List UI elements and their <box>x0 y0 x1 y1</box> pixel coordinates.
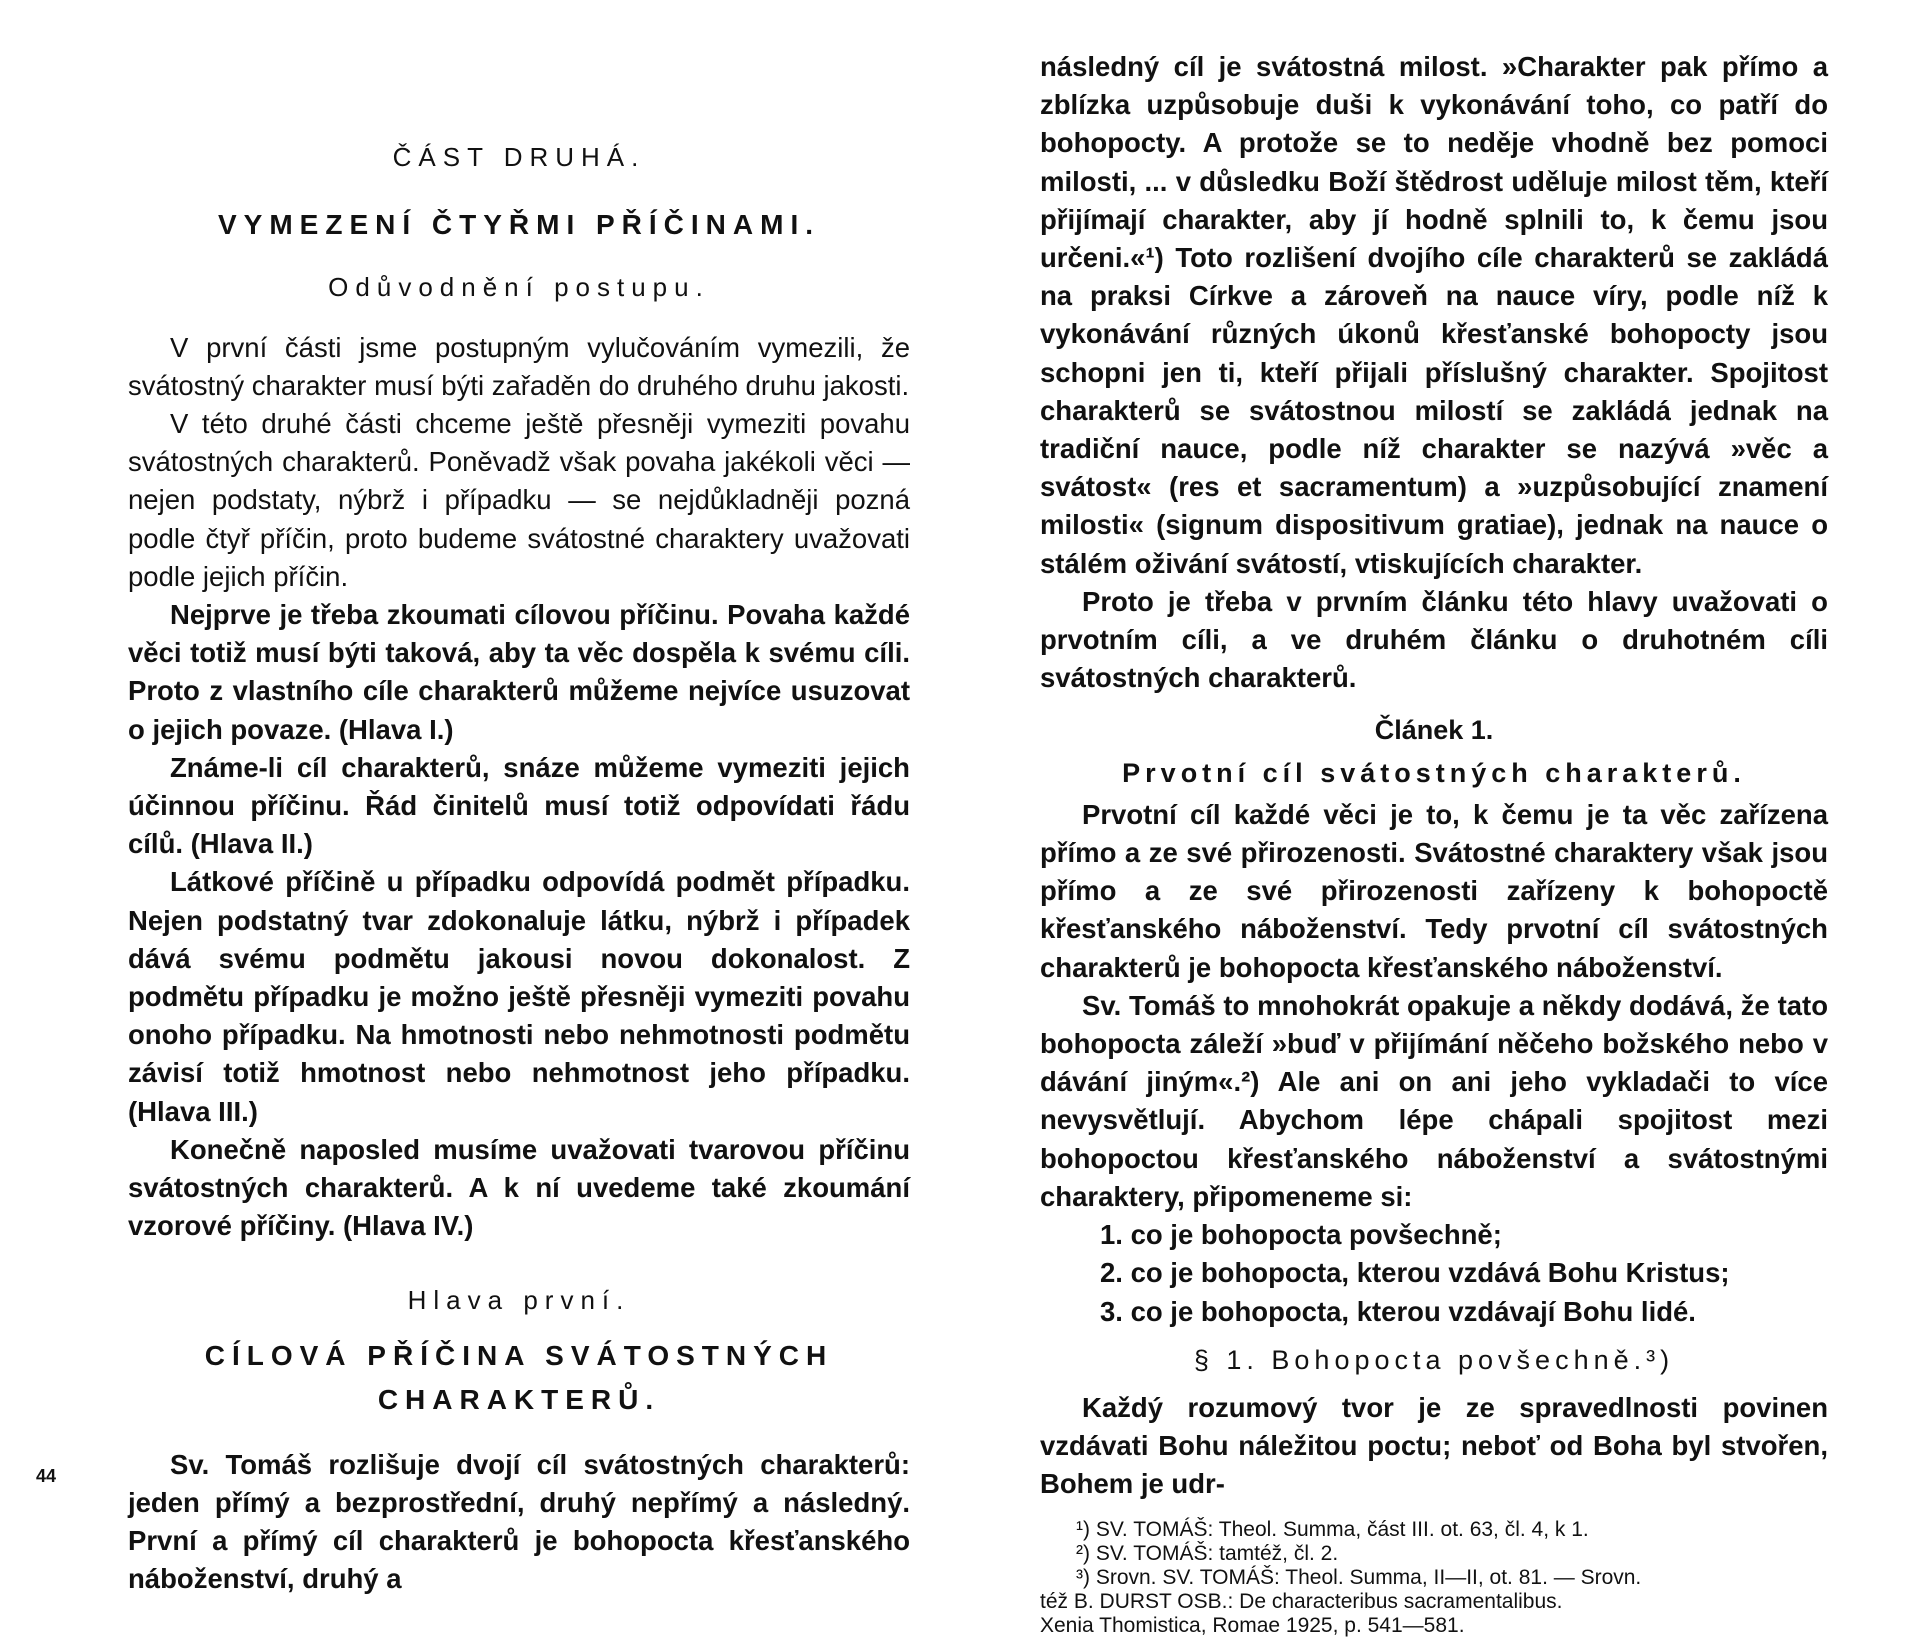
list-item: 2. co je bohopocta, kterou vzdává Bohu Kristus; <box>1100 1257 1730 1289</box>
chapter-label: Hlava první. <box>407 1285 631 1316</box>
body-paragraph: Prvotní cíl každé věci je to, k čemu je ta věc zařízena přímo a ze své přirozenosti. Svátostné charaktery však jsou přímo a ze své přirozenosti zařízeny k bohopoctě křesťanského náboženství. Tedy prvotní cíl svátostných charakterů je bohopocta křesťanského náboženství. <box>1040 798 1828 983</box>
article-title: Prvotní cíl svátostných charakterů. <box>1122 757 1746 788</box>
right-page <box>1040 0 1828 1638</box>
list-item: 3. co je bohopocta, kterou vzdávají Bohu lidé. <box>1100 1295 1696 1327</box>
body-paragraph: V této druhé části chceme ještě přesněji vymeziti povahu svátostných charakterů. Poněvadž však povaha jakékoli věci — nejen podstaty, nýbrž i případku — se nejdůkladněji pozná podle čtyř příčin, proto budeme svátostné charaktery uvažovati podle jejich příčin. <box>128 408 910 592</box>
body-paragraph: V první části jsme postupným vylučováním vymezili, že svátostný charakter musí býti zařaděn do druhého druhu jakosti. <box>128 331 910 401</box>
body-paragraph: Látkové příčině u případku odpovídá podmět případku. Nejen podstatný tvar zdokonaluje látku, nýbrž i případek dává svému podmětu jakousi novou dokonalost. Z podmětu případku je možno ještě přesněji vymeziti povahu onoho případku. Na hmotnosti nebo nehmotnosti podmětu závisí totiž hmotnost nebo nehmotnost jeho případku. (Hlava III.) <box>128 866 910 1127</box>
left-page <box>128 0 910 1599</box>
footnote: Xenia Thomistica, Romae 1925, p. 541—581. <box>1040 1613 1465 1637</box>
article-label: Článek 1. <box>1374 715 1494 746</box>
body-paragraph: Každý rozumový tvor je ze spravedlnosti povinen vzdávati Bohu náležitou poctu; neboť od Boha byl stvořen, Bohem je udr- <box>1040 1391 1828 1500</box>
list-item: 1. co je bohopocta povšechně; <box>1100 1219 1502 1251</box>
footnote: též B. DURST OSB.: De characteribus sacramentalibus. <box>1040 1589 1563 1613</box>
body-paragraph: Sv. Tomáš rozlišuje dvojí cíl svátostných charakterů: jeden přímý a bezprostřední, druhý nepřímý a následný. První a přímý cíl charakterů je bohopocta křesťanského náboženství, druhý a <box>128 1448 910 1595</box>
page-number: 44 <box>36 1466 57 1486</box>
chapter-title: CÍLOVÁ PŘÍČINA SVÁTOSTNÝCH CHARAKTERŮ. <box>204 1339 834 1415</box>
section-title: Odůvodnění postupu. <box>328 272 710 303</box>
section-heading: § 1. Bohopocta povšechně.³) <box>1193 1344 1675 1375</box>
body-paragraph: Proto je třeba v prvním článku této hlavy uvažovati o prvotním cíli, a ve druhém článku o druhotném cíli svátostných charakterů. <box>1040 585 1828 694</box>
footnote: ¹) SV. TOMÁŠ: Theol. Summa, část III. ot. 63, čl. 4, k 1. <box>1076 1517 1589 1541</box>
body-paragraph: následný cíl je svátostná milost. »Charakter pak přímo a zblízka uzpůsobuje duši k vykonávání toho, co patří do bohopocty. A protože se to neděje vhodně bez pomoci milosti, ... v důsledku Boží štědrost uděluje milost těm, kteří přijímají charakter, aby jí hodně splnili to, k čemu jsou určeni.«¹) Toto rozlišení dvojího cíle charakterů se zakládá na praksi Církve a zároveň na nauce víry, podle níž k vykonávání různých úkonů křesťanské bohopocty jsou schopni jen ti, kteří přijali příslušný charakter. Spojitost charakterů se svátostnou milostí se zakládá jednak na tradiční nauce, podle níž charakter se nazývá »věc a svátost« (res et sacramentum) a »uzpůsobující znamení milosti« (signum dispositivum gratiae), jednak na nauce o stálém oživání svátostí, vtiskujících charakter. <box>1040 51 1828 579</box>
body-paragraph: Známe-li cíl charakterů, snáze můžeme vymeziti jejich účinnou příčinu. Řád činitelů musí totiž odpovídati řádu cílů. (Hlava II.) <box>128 751 910 860</box>
footnotes <box>1040 1518 1828 1638</box>
footnote: ²) SV. TOMÁŠ: tamtéž, čl. 2. <box>1076 1541 1339 1565</box>
footnote: ³) Srovn. SV. TOMÁŠ: Theol. Summa, II—II, ot. 81. — Srovn. <box>1076 1565 1642 1589</box>
body-paragraph: Nejprve je třeba zkoumati cílovou příčinu. Povaha každé věci totiž musí býti taková, aby ta věc dospěla k svému cíli. Proto z vlastního cíle charakterů můžeme nejvíce usuzovat o jejich povaze. (Hlava I.) <box>128 599 910 745</box>
body-paragraph: Sv. Tomáš to mnohokrát opakuje a někdy dodává, že tato bohopocta záleží »buď v přijímání něčeho božského nebo v dávání jiným«.²) Ale ani on ani jeho vykladači to více nevysvětlují. Abychom lépe chápali spojitost mezi bohopoctou křesťanského náboženství a svátostnými charaktery, připomeneme si: <box>1040 989 1828 1212</box>
part-title: ČÁST DRUHÁ. <box>392 142 646 172</box>
body-paragraph: Konečně naposled musíme uvažovati tvarovou příčinu svátostných charakterů. A k ní uvedeme také zkoumání vzorové příčiny. (Hlava IV.) <box>128 1133 910 1242</box>
part-subtitle: VYMEZENÍ ČTYŘMI PŘÍČINAMI. <box>217 209 820 241</box>
